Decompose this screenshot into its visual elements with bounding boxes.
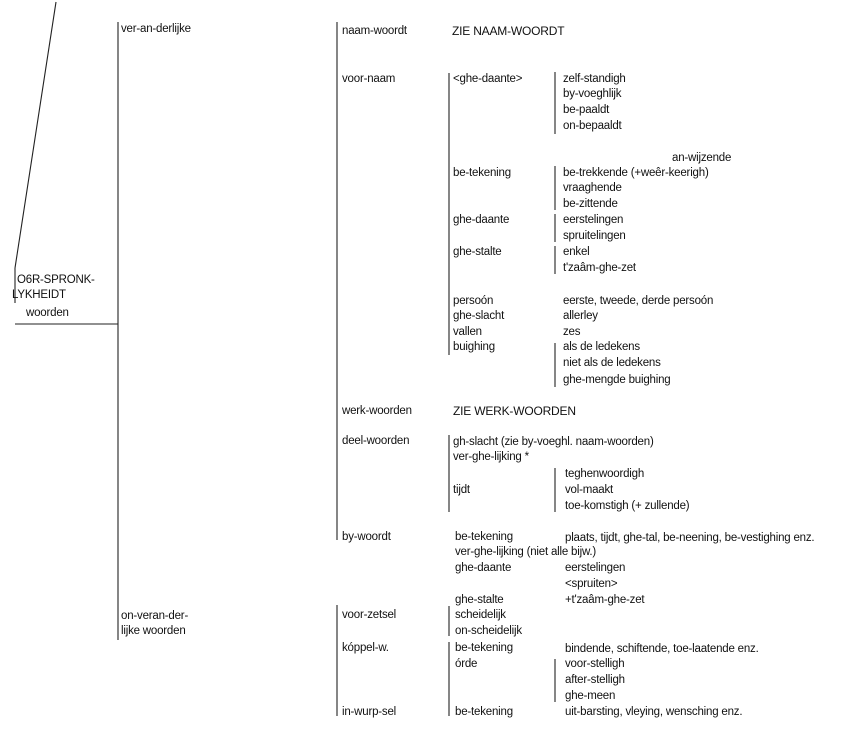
nietledekens-item: niet als de ledekens [563,357,661,369]
byvoeghlijk-item: by-voeghlijk [563,88,622,100]
by-ghedaante-label: ghe-daante [455,562,512,574]
betrekkende-item: be-trekkende (+weêr-keerigh) [563,167,709,179]
voornaam-betekening: be-tekening [453,167,511,179]
bywoordt-label: by-woordt [342,531,391,543]
voornaam-ghedaante: <ghe-daante> [453,73,523,85]
gheslacht-value: allerley [563,310,598,322]
veranderlijke-label: ver-an-derlijke [121,23,191,35]
gheslacht-label: ghe-slacht [453,310,505,322]
voorzetsel-label: voor-zetsel [342,609,397,621]
root-label-line2: LYKHEIDT [12,289,66,301]
voorstelligh-item: voor-stelligh [565,658,625,670]
koppel-betekening-label: be-tekening [455,642,513,654]
naamwoordt-label: naam-woordt [342,25,407,37]
root-slant-line [15,2,56,268]
toekomstigh-item: toe-komstigh (+ zullende) [565,500,690,512]
ledekens-item: als de ledekens [563,341,640,353]
vallen-label: vallen [453,326,482,338]
koppel-betekening-value: bindende, schiftende, toe-laatende enz. [565,643,759,655]
deel-vergheliking-item: ver-ghe-lijking * [453,451,529,463]
zelfstandigh-item: zelf-standigh [563,73,626,85]
voornaam-label: voor-naam [342,73,396,85]
enkel-item: enkel [563,246,590,258]
root-label-line3: woorden [26,307,69,319]
naamwoordt-note: ZIE NAAM-WOORDT [452,24,565,38]
onveranderlijke-label-2: lijke woorden [121,625,186,637]
orde-label: órde [455,658,478,670]
by-tzaam-item: +t'zaâm-ghe-zet [565,594,645,606]
by-vergheliking-item: ver-ghe-lijking (niet alle bijw.) [455,546,597,558]
by-betekening-label: be-tekening [455,531,513,543]
vallen-value: zes [563,326,581,338]
eerstelingen-item: eerstelingen [563,214,624,226]
root-label-line1: O6R-SPRONK- [17,274,95,286]
tzaam-item: t'zaâm-ghe-zet [563,262,636,274]
koppel-label: kóppel-w. [342,642,389,654]
bepaaldt-item: be-paaldt [563,104,610,116]
by-ghestalte-label: ghe-stalte [455,594,504,606]
voornaam-ghestalte: ghe-stalte [453,246,502,258]
afterstelligh-item: after-stelligh [565,674,625,686]
werkwoorden-note: ZIE WERK-WOORDEN [453,404,576,418]
teghenwoordigh-item: teghenwoordigh [565,468,645,480]
spruitelingen-item: spruitelingen [563,230,626,242]
scheidelijk-item: scheidelijk [455,609,506,621]
by-spruiten-item: <spruiten> [565,578,618,590]
onbepaaldt-item: on-bepaaldt [563,120,622,132]
by-eerstelingen-item: eerstelingen [565,562,626,574]
by-betekening-value: plaats, tijdt, ghe-tal, be-neening, be-vestighing enz. [565,532,815,544]
ghemengde-item: ghe-mengde buighing [563,374,671,386]
inwurp-betekening-label: be-tekening [455,706,513,718]
inwurpsel-label: in-wurp-sel [342,706,397,718]
vraaghende-item: vraaghende [563,182,622,194]
deelwoorden-label: deel-woorden [342,435,410,447]
ghemeen-item: ghe-meen [565,690,616,702]
persoon-label: persoón [453,295,494,307]
anwijzende-item: an-wijzende [672,152,732,164]
onveranderlijke-label-1: on-veran-der- [121,610,189,622]
inwurp-betekening-value: uit-barsting, vleying, wensching enz. [565,706,743,718]
volmaakt-item: vol-maakt [565,484,614,496]
werkwoorden-label: werk-woorden [342,405,412,417]
tijdt-label: tijdt [453,484,470,496]
buighing-label: buighing [453,341,495,353]
voornaam-ghedaante2: ghe-daante [453,214,510,226]
persoon-value: eerste, tweede, derde persoón [563,295,714,307]
bezittende-item: be-zittende [563,198,618,210]
ghslacht-item: gh-slacht (zie by-voeghl. naam-woorden) [453,436,654,448]
onscheidelijk-item: on-scheidelijk [455,625,522,637]
